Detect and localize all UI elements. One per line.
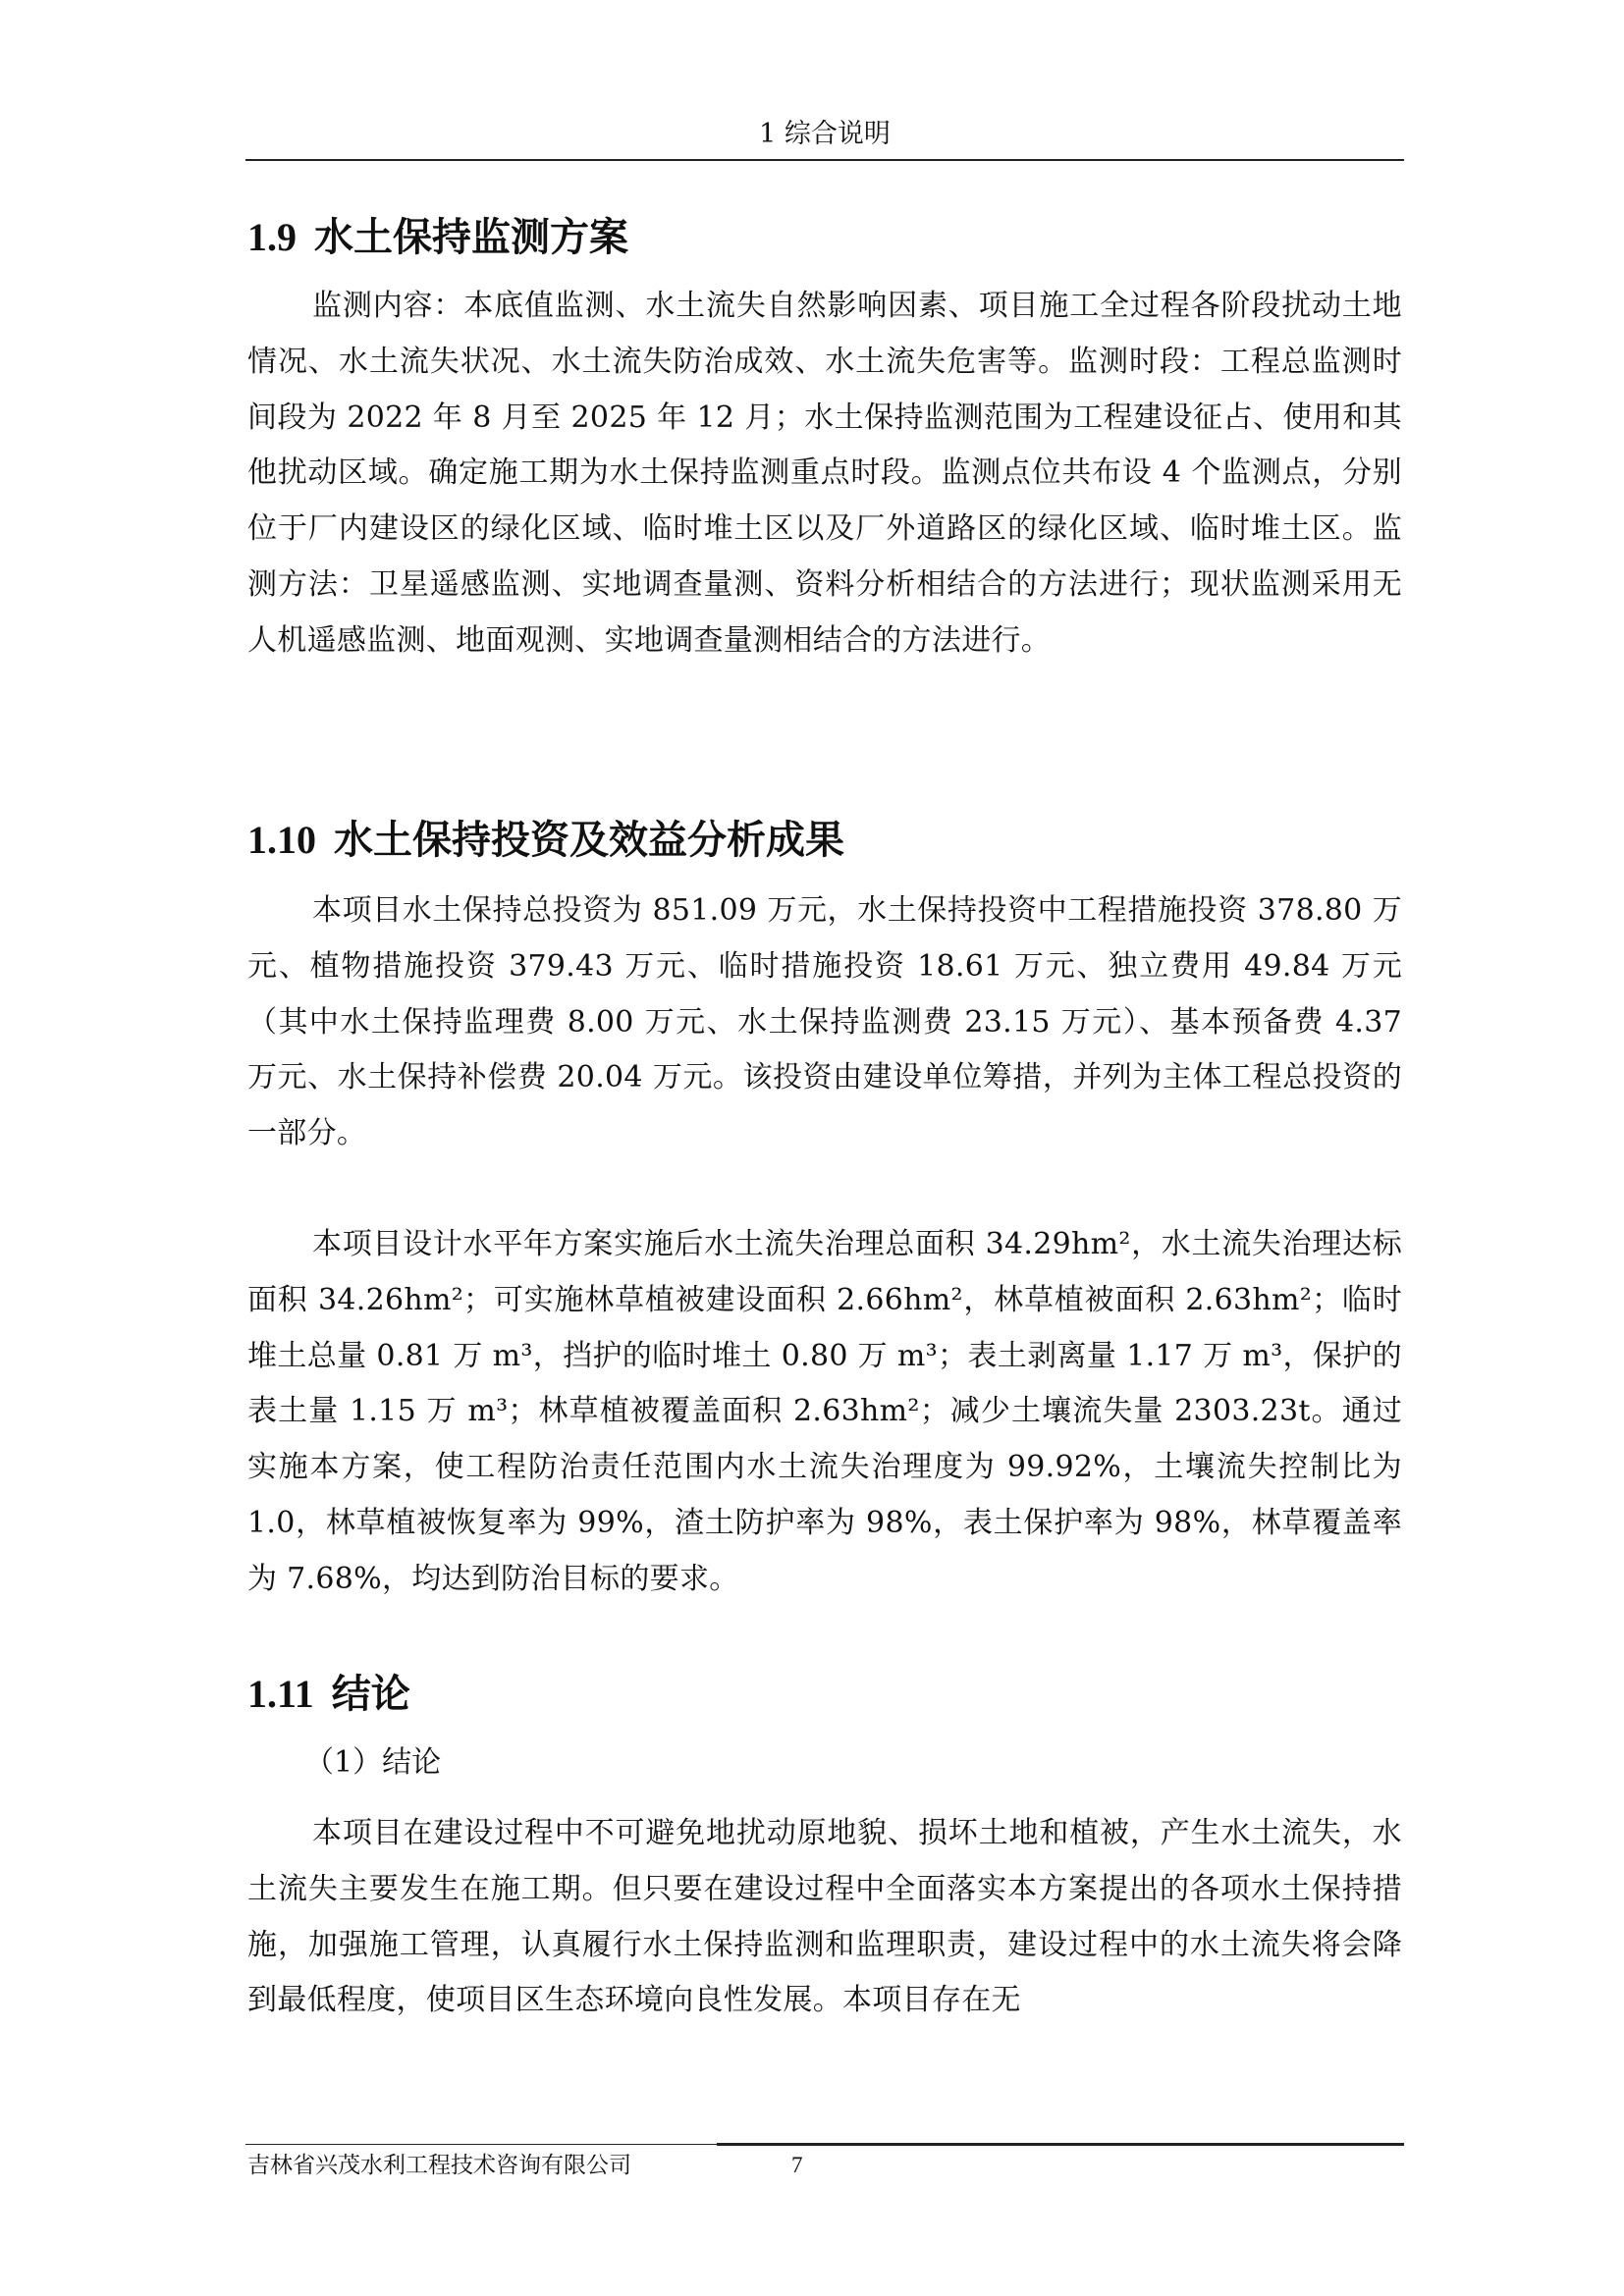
footer-rule-thick <box>717 2143 1404 2146</box>
footer-company: 吉林省兴茂水利工程技术咨询有限公司 <box>247 2153 631 2178</box>
paragraph-monitoring: 监测内容：本底值监测、水土流失自然影响因素、项目施工全过程各阶段扰动土地情况、水土流失状况、水土流失防治成效、水土流失危害等。监测时段：工程总监测时间段为 2022 年 8 月至 2025 年 12 月；水土保持监测范围为工程建设征占、使用和其他扰动区域。确定施工期为水土保持监测重点时段。监测点位共布设 4 个监测点，分别位于厂内建设区的绿化区域、临时堆土区以及厂外道路区的绿化区域、临时堆土区。监测方法：卫星遥感监测、实地调查量测、资料分析相结合的方法进行；现状监测采用无人机遥感监测、地面观测、实地调查量测相结合的方法进行。 <box>247 289 1402 658</box>
section-heading-1-11 <box>247 1667 410 1722</box>
paragraph-investment: 本项目水土保持总投资为 851.09 万元，水土保持投资中工程措施投资 378.80 万元、植物措施投资 379.43 万元、临时措施投资 18.61 万元、独立费用 49.84 万元（其中水土保持监理费 8.00 万元、水土保持监测费 23.15 万元）、基本预备费 4.37 万元、水土保持补偿费 20.04 万元。该投资由建设单位筹措，并列为主体工程总投资的一部分。 <box>247 893 1402 1151</box>
paragraph-conclusion: 本项目在建设过程中不可避免地扰动原地貌、损坏土地和植被，产生水土流失，水土流失主要发生在施工期。但只要在建设过程中全面落实本方案提出的各项水土保持措施，加强施工管理，认真履行水土保持监测和监理职责，建设过程中的水土流失将会降到最低程度，使项目区生态环境向良性发展。本项目存在无 <box>247 1816 1402 2018</box>
footer-rule-thin <box>245 2144 717 2145</box>
paragraph-benefits: 本项目设计水平年方案实施后水土流失治理总面积 34.29hm²，水土流失治理达标面积 34.26hm²；可实施林草植被建设面积 2.66hm²，林草植被面积 2.63hm²；临时堆土总量 0.81 万 m³，挡护的临时堆土 0.80 万 m³；表土剥离量 1.17 万 m³，保护的表土量 1.15 万 m³；林草植被覆盖面积 2.63hm²；减少土壤流失量 2303.23t。通过实施本方案，使工程防治责任范围内水土流失治理度为 99.92%，土壤流失控制比为 1.0，林草植被恢复率为 99%，渣土防护率为 98%，表土保护率为 98%，林草覆盖率为 7.68%，均达到防治目标的要求。 <box>247 1227 1402 1596</box>
section-number: 1.10 <box>247 818 316 862</box>
conclusion-sublabel: （1）结论 <box>304 1745 442 1780</box>
section-title: 水土保持监测方案 <box>314 214 628 260</box>
running-header: 1 综合说明 <box>759 119 891 149</box>
section-number: 1.9 <box>247 215 297 259</box>
section-title: 结论 <box>331 1671 410 1717</box>
page-number: 7 <box>791 2153 803 2177</box>
header-rule <box>245 159 1404 161</box>
section-heading-1-10 <box>247 813 844 868</box>
section-number: 1.11 <box>247 1672 314 1716</box>
section-title: 水土保持投资及效益分析成果 <box>334 817 844 863</box>
section-heading-1-9 <box>247 210 628 265</box>
